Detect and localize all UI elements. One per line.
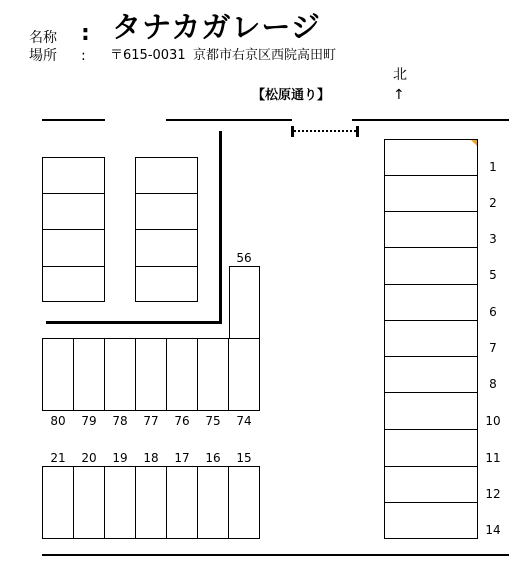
spot-number-56: 56 bbox=[236, 251, 252, 265]
parking-spot-74 bbox=[228, 338, 260, 411]
road-edge-line bbox=[42, 119, 105, 121]
parking-spot bbox=[135, 229, 198, 267]
name-label: 名称 bbox=[29, 30, 57, 46]
spot-number: 19 bbox=[112, 451, 128, 465]
inner-wall bbox=[219, 131, 222, 324]
parking-spot-5 bbox=[384, 247, 478, 285]
spot-number: 21 bbox=[50, 451, 66, 465]
highlight-marker bbox=[471, 140, 477, 146]
spot-number: 5 bbox=[489, 268, 497, 282]
spot-number: 12 bbox=[485, 487, 501, 501]
parking-spot-75 bbox=[197, 338, 229, 411]
parking-spot-19 bbox=[104, 466, 136, 539]
gate-post bbox=[356, 126, 359, 137]
spot-number: 17 bbox=[174, 451, 190, 465]
parking-spot bbox=[42, 193, 105, 230]
parking-spot-56 bbox=[229, 266, 260, 339]
page-title: タナカガレージ bbox=[112, 10, 321, 44]
parking-spot-80 bbox=[42, 338, 74, 411]
parking-spot bbox=[135, 193, 198, 230]
spot-number: 75 bbox=[205, 414, 221, 428]
parking-spot bbox=[42, 266, 105, 302]
spot-number: 80 bbox=[50, 414, 66, 428]
parking-spot-15 bbox=[228, 466, 260, 539]
spot-number: 6 bbox=[489, 305, 497, 319]
parking-spot-2 bbox=[384, 175, 478, 212]
parking-spot-78 bbox=[104, 338, 136, 411]
address: 京都市右京区西院高田町 bbox=[193, 48, 337, 63]
parking-spot-20 bbox=[73, 466, 105, 539]
parking-spot-17 bbox=[166, 466, 198, 539]
north-label: 北 bbox=[393, 67, 407, 83]
street-name: 【松原通り】 bbox=[252, 88, 331, 103]
spot-number: 7 bbox=[489, 341, 497, 355]
spot-number: 14 bbox=[485, 523, 501, 537]
parking-spot-18 bbox=[135, 466, 167, 539]
postal-code: 〒615-0031 bbox=[110, 48, 186, 63]
parking-spot-16 bbox=[197, 466, 229, 539]
parking-spot-7 bbox=[384, 320, 478, 357]
spot-number: 2 bbox=[489, 196, 497, 210]
parking-spot-76 bbox=[166, 338, 198, 411]
parking-spot bbox=[42, 229, 105, 267]
spot-number: 74 bbox=[236, 414, 252, 428]
spot-number: 15 bbox=[236, 451, 252, 465]
location-colon: : bbox=[81, 48, 86, 64]
entrance-gate bbox=[294, 130, 356, 132]
spot-number: 3 bbox=[489, 232, 497, 246]
spot-number: 11 bbox=[485, 451, 501, 465]
parking-spot-10 bbox=[384, 392, 478, 430]
spot-number: 78 bbox=[112, 414, 128, 428]
spot-number: 20 bbox=[81, 451, 97, 465]
spot-number: 10 bbox=[485, 414, 501, 428]
parking-spot bbox=[135, 266, 198, 302]
parking-spot-79 bbox=[73, 338, 105, 411]
parking-spot-12 bbox=[384, 466, 478, 503]
parking-spot-21 bbox=[42, 466, 74, 539]
parking-spot-77 bbox=[135, 338, 167, 411]
parking-spot bbox=[135, 157, 198, 194]
parking-spot-3 bbox=[384, 211, 478, 248]
location-label: 場所 bbox=[29, 48, 57, 64]
name-colon: : bbox=[81, 21, 90, 46]
parking-spot-14 bbox=[384, 502, 478, 539]
road-edge-line bbox=[166, 119, 292, 121]
parking-spot-11 bbox=[384, 429, 478, 467]
inner-wall bbox=[46, 321, 222, 324]
spot-number: 18 bbox=[143, 451, 159, 465]
north-arrow-icon: ↑ bbox=[393, 87, 405, 103]
parking-spot-1 bbox=[384, 139, 478, 176]
spot-number: 1 bbox=[489, 160, 497, 174]
bottom-boundary-line bbox=[42, 554, 509, 556]
road-edge-line bbox=[352, 119, 509, 121]
spot-number: 16 bbox=[205, 451, 221, 465]
spot-number: 77 bbox=[143, 414, 159, 428]
spot-number: 8 bbox=[489, 377, 497, 391]
parking-spot-8 bbox=[384, 356, 478, 393]
spot-number: 76 bbox=[174, 414, 190, 428]
parking-spot bbox=[42, 157, 105, 194]
parking-spot-6 bbox=[384, 284, 478, 321]
spot-number: 79 bbox=[81, 414, 97, 428]
